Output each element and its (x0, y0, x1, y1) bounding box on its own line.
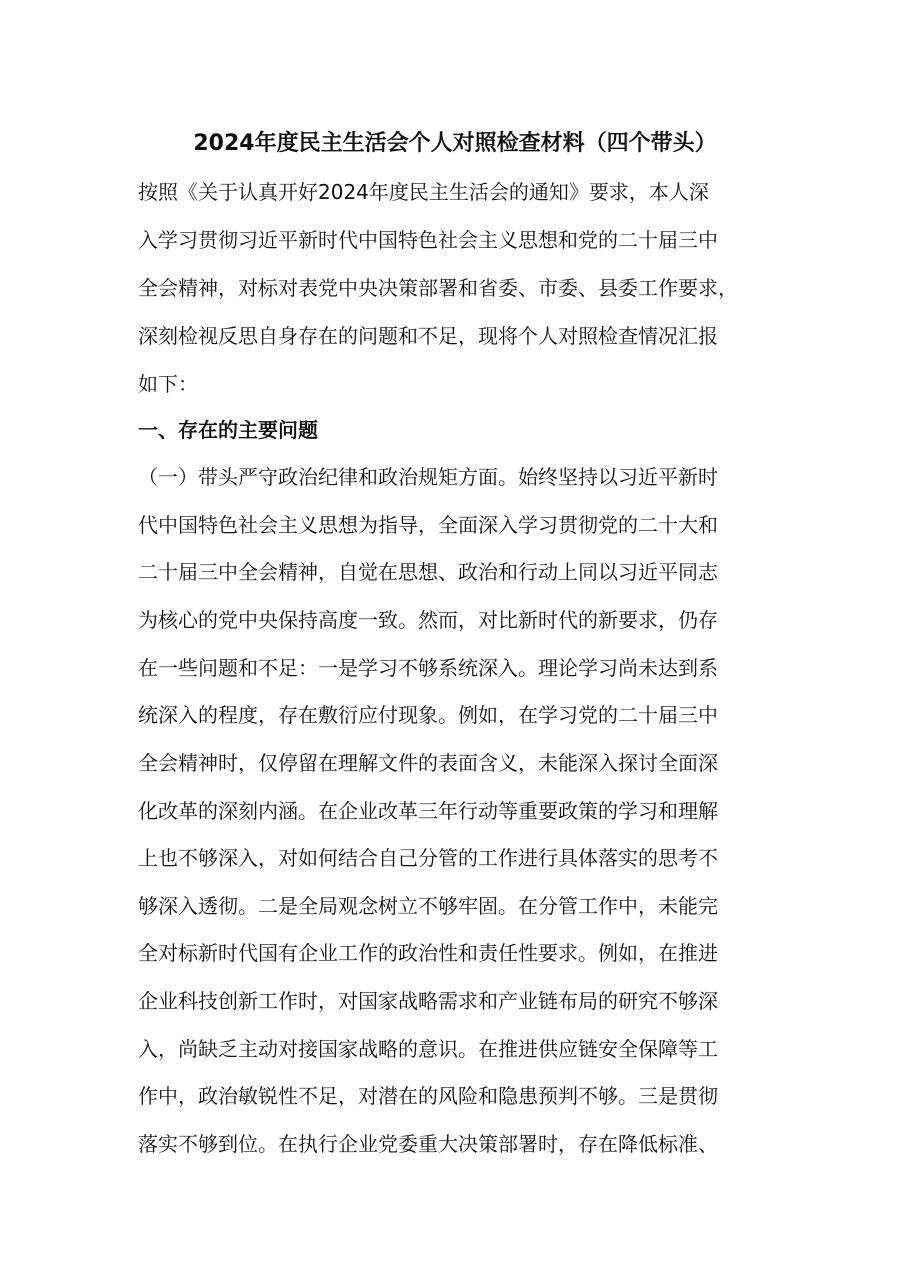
intro-line: 深刻检视反思自身存在的问题和不足，现将个人对照检查情况汇报 (138, 324, 718, 348)
intro-line: 如下： (138, 372, 198, 396)
body-line: 入，尚缺乏主动对接国家战略的意识。在推进供应链安全保障等工 (138, 1037, 718, 1061)
body-line: 为核心的党中央保持高度一致。然而，对比新时代的新要求，仍存 (138, 608, 718, 632)
body-line: 落实不够到位。在执行企业党委重大决策部署时，存在降低标准、 (138, 1132, 718, 1156)
body-line: 统深入的程度，存在敷衍应付现象。例如，在学习党的二十届三中 (138, 703, 718, 727)
intro-line: 入学习贯彻习近平新时代中国特色社会主义思想和党的二十届三中 (138, 228, 718, 252)
document-title: 2024年度民主生活会个人对照检查材料（四个带头） (193, 131, 717, 156)
intro-line: 按照《关于认真开好2024年度民主生活会的通知》要求，本人深 (138, 180, 709, 204)
body-line: 代中国特色社会主义思想为指导，全面深入学习贯彻党的二十大和 (138, 513, 718, 537)
body-line: 在一些问题和不足：一是学习不够系统深入。理论学习尚未达到系 (138, 656, 718, 680)
body-line: 够深入透彻。二是全局观念树立不够牢固。在分管工作中，未能完 (138, 894, 718, 918)
body-line: 二十届三中全会精神，自觉在思想、政治和行动上同以习近平同志 (138, 560, 718, 584)
section-heading: 一、存在的主要问题 (138, 418, 318, 442)
body-line: 全对标新时代国有企业工作的政治性和责任性要求。例如，在推进 (138, 941, 718, 965)
body-line: 上也不够深入，对如何结合自己分管的工作进行具体落实的思考不 (138, 846, 718, 870)
body-line: （一）带头严守政治纪律和政治规矩方面。始终坚持以习近平新时 (138, 465, 718, 489)
body-line: 作中，政治敏锐性不足，对潜在的风险和隐患预判不够。三是贯彻 (138, 1084, 718, 1108)
body-line: 企业科技创新工作时，对国家战略需求和产业链布局的研究不够深 (138, 989, 718, 1013)
body-line: 全会精神时，仅停留在理解文件的表面含义，未能深入探讨全面深 (138, 751, 718, 775)
body-line: 化改革的深刻内涵。在企业改革三年行动等重要政策的学习和理解 (138, 799, 718, 823)
intro-line: 全会精神，对标对表党中央决策部署和省委、市委、县委工作要求， (138, 276, 738, 300)
